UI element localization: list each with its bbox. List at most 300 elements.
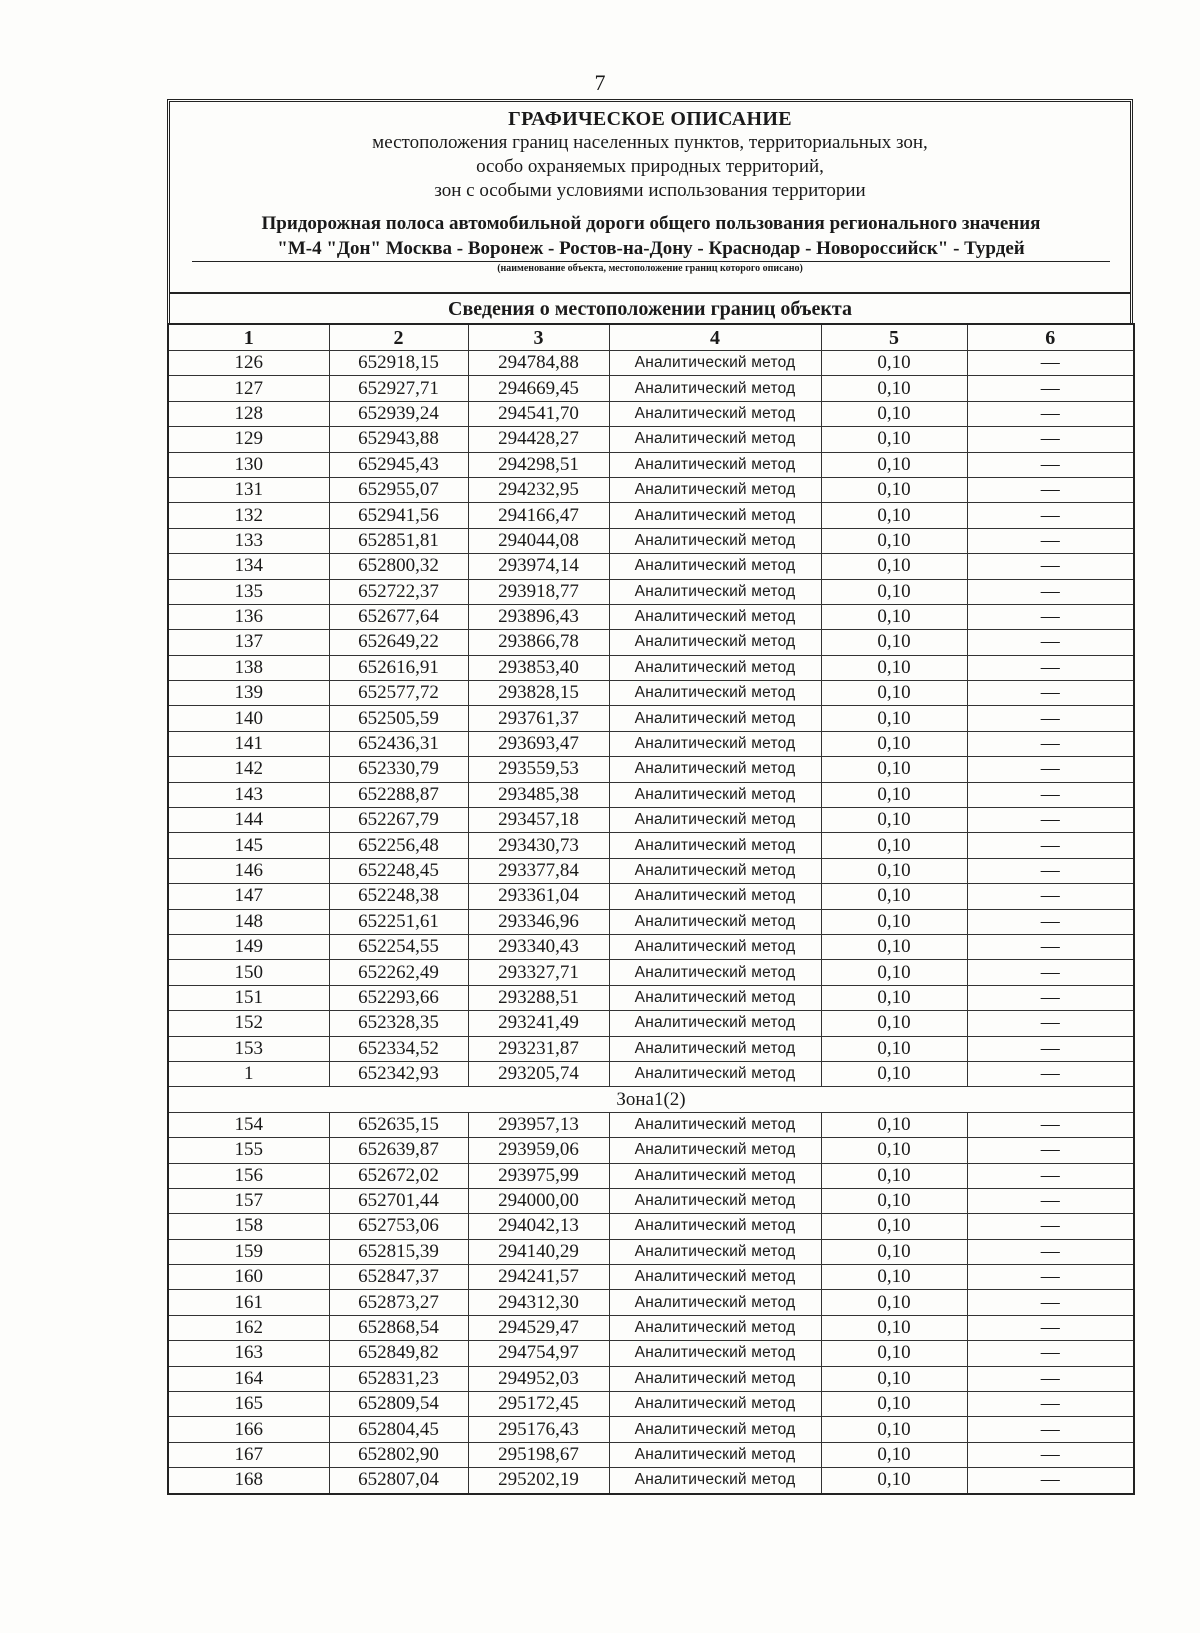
method-cell: Аналитический метод: [609, 427, 821, 452]
description-cell: —: [967, 1188, 1134, 1213]
column-header: 5: [821, 324, 967, 351]
subtitle-line: зон с особыми условиями использования территории: [434, 180, 866, 201]
method-cell: Аналитический метод: [609, 1036, 821, 1061]
method-cell: Аналитический метод: [609, 960, 821, 985]
accuracy-cell: 0,10: [821, 1315, 967, 1340]
table-row: [168, 985, 1134, 1010]
method-cell: Аналитический метод: [609, 884, 821, 909]
accuracy-cell: 0,10: [821, 630, 967, 655]
y-coordinate-cell: 294241,57: [468, 1265, 609, 1290]
accuracy-cell: 0,10: [821, 1061, 967, 1086]
y-coordinate-cell: 293853,40: [468, 655, 609, 680]
table-row: [168, 528, 1134, 553]
method-cell: Аналитический метод: [609, 1265, 821, 1290]
y-coordinate-cell: 293231,87: [468, 1036, 609, 1061]
table-row: [168, 579, 1134, 604]
accuracy-cell: 0,10: [821, 1214, 967, 1239]
method-cell: Аналитический метод: [609, 1011, 821, 1036]
method-cell: Аналитический метод: [609, 376, 821, 401]
point-number-cell: 160: [168, 1265, 329, 1290]
description-cell: —: [967, 1442, 1134, 1467]
x-coordinate-cell: 652328,35: [329, 1011, 468, 1036]
x-coordinate-cell: 652288,87: [329, 782, 468, 807]
description-cell: —: [967, 1468, 1134, 1494]
point-number-cell: 153: [168, 1036, 329, 1061]
table-row: [168, 1468, 1134, 1494]
x-coordinate-cell: 652945,43: [329, 452, 468, 477]
accuracy-cell: 0,10: [821, 884, 967, 909]
table-row: [168, 655, 1134, 680]
point-number-cell: 132: [168, 503, 329, 528]
accuracy-cell: 0,10: [821, 1011, 967, 1036]
method-cell: Аналитический метод: [609, 1188, 821, 1213]
x-coordinate-cell: 652254,55: [329, 934, 468, 959]
method-cell: Аналитический метод: [609, 579, 821, 604]
x-coordinate-cell: 652436,31: [329, 731, 468, 756]
x-coordinate-cell: 652927,71: [329, 376, 468, 401]
document-form: [167, 99, 1133, 1495]
x-coordinate-cell: 652635,15: [329, 1112, 468, 1137]
y-coordinate-cell: 294529,47: [468, 1315, 609, 1340]
x-coordinate-cell: 652873,27: [329, 1290, 468, 1315]
table-row: [168, 1011, 1134, 1036]
y-coordinate-cell: 293866,78: [468, 630, 609, 655]
method-cell: Аналитический метод: [609, 401, 821, 426]
point-number-cell: 161: [168, 1290, 329, 1315]
accuracy-cell: 0,10: [821, 503, 967, 528]
x-coordinate-cell: 652248,38: [329, 884, 468, 909]
x-coordinate-cell: 652941,56: [329, 503, 468, 528]
zone-row: [168, 1087, 1134, 1112]
y-coordinate-cell: 293693,47: [468, 731, 609, 756]
table-row: [168, 1366, 1134, 1391]
table-row: [168, 630, 1134, 655]
accuracy-cell: 0,10: [821, 655, 967, 680]
column-header: 3: [468, 324, 609, 351]
description-cell: —: [967, 960, 1134, 985]
point-number-cell: 131: [168, 477, 329, 502]
x-coordinate-cell: 652267,79: [329, 808, 468, 833]
method-cell: Аналитический метод: [609, 604, 821, 629]
description-cell: —: [967, 528, 1134, 553]
accuracy-cell: 0,10: [821, 1417, 967, 1442]
description-cell: —: [967, 351, 1134, 376]
table-row: [168, 1061, 1134, 1086]
point-number-cell: 154: [168, 1112, 329, 1137]
method-cell: Аналитический метод: [609, 1442, 821, 1467]
method-cell: Аналитический метод: [609, 833, 821, 858]
table-row: [168, 1036, 1134, 1061]
x-coordinate-cell: 652722,37: [329, 579, 468, 604]
table-row: [168, 401, 1134, 426]
x-coordinate-cell: 652672,02: [329, 1163, 468, 1188]
table-row: [168, 1290, 1134, 1315]
description-cell: —: [967, 731, 1134, 756]
point-number-cell: 1: [168, 1061, 329, 1086]
y-coordinate-cell: 293761,37: [468, 706, 609, 731]
method-cell: Аналитический метод: [609, 503, 821, 528]
x-coordinate-cell: 652807,04: [329, 1468, 468, 1494]
document-header: [167, 99, 1133, 323]
subtitle-line: особо охраняемых природных территорий,: [476, 156, 824, 177]
point-number-cell: 130: [168, 452, 329, 477]
point-number-cell: 135: [168, 579, 329, 604]
y-coordinate-cell: 293346,96: [468, 909, 609, 934]
point-number-cell: 156: [168, 1163, 329, 1188]
description-cell: —: [967, 681, 1134, 706]
point-number-cell: 145: [168, 833, 329, 858]
accuracy-cell: 0,10: [821, 1188, 967, 1213]
table-row: [168, 706, 1134, 731]
table-row: [168, 833, 1134, 858]
accuracy-cell: 0,10: [821, 604, 967, 629]
y-coordinate-cell: 293828,15: [468, 681, 609, 706]
point-number-cell: 151: [168, 985, 329, 1010]
x-coordinate-cell: 652815,39: [329, 1239, 468, 1264]
method-cell: Аналитический метод: [609, 782, 821, 807]
point-number-cell: 147: [168, 884, 329, 909]
y-coordinate-cell: 294044,08: [468, 528, 609, 553]
point-number-cell: 143: [168, 782, 329, 807]
table-row: [168, 757, 1134, 782]
y-coordinate-cell: 294669,45: [468, 376, 609, 401]
y-coordinate-cell: 293205,74: [468, 1061, 609, 1086]
table-row: [168, 782, 1134, 807]
description-cell: —: [967, 985, 1134, 1010]
table-row: [168, 808, 1134, 833]
accuracy-cell: 0,10: [821, 757, 967, 782]
point-number-cell: 167: [168, 1442, 329, 1467]
x-coordinate-cell: 652939,24: [329, 401, 468, 426]
description-cell: —: [967, 1417, 1134, 1442]
description-cell: —: [967, 604, 1134, 629]
x-coordinate-cell: 652802,90: [329, 1442, 468, 1467]
x-coordinate-cell: 652800,32: [329, 554, 468, 579]
table-row: [168, 1163, 1134, 1188]
method-cell: Аналитический метод: [609, 554, 821, 579]
point-number-cell: 149: [168, 934, 329, 959]
description-cell: —: [967, 909, 1134, 934]
y-coordinate-cell: 293957,13: [468, 1112, 609, 1137]
method-cell: Аналитический метод: [609, 1061, 821, 1086]
column-header: 6: [967, 324, 1134, 351]
x-coordinate-cell: 652804,45: [329, 1417, 468, 1442]
accuracy-cell: 0,10: [821, 1468, 967, 1494]
description-cell: —: [967, 1061, 1134, 1086]
description-cell: —: [967, 1163, 1134, 1188]
method-cell: Аналитический метод: [609, 681, 821, 706]
y-coordinate-cell: 294541,70: [468, 401, 609, 426]
y-coordinate-cell: 293896,43: [468, 604, 609, 629]
accuracy-cell: 0,10: [821, 1239, 967, 1264]
point-number-cell: 129: [168, 427, 329, 452]
description-cell: —: [967, 1366, 1134, 1391]
accuracy-cell: 0,10: [821, 554, 967, 579]
method-cell: Аналитический метод: [609, 757, 821, 782]
point-number-cell: 157: [168, 1188, 329, 1213]
y-coordinate-cell: 293377,84: [468, 858, 609, 883]
y-coordinate-cell: 294784,88: [468, 351, 609, 376]
accuracy-cell: 0,10: [821, 985, 967, 1010]
method-cell: Аналитический метод: [609, 477, 821, 502]
accuracy-cell: 0,10: [821, 1265, 967, 1290]
description-cell: —: [967, 833, 1134, 858]
x-coordinate-cell: 652248,45: [329, 858, 468, 883]
x-coordinate-cell: 652943,88: [329, 427, 468, 452]
y-coordinate-cell: 294140,29: [468, 1239, 609, 1264]
y-coordinate-cell: 294428,27: [468, 427, 609, 452]
table-row: [168, 376, 1134, 401]
accuracy-cell: 0,10: [821, 427, 967, 452]
x-coordinate-cell: 652851,81: [329, 528, 468, 553]
table-header-row: [168, 324, 1134, 351]
point-number-cell: 140: [168, 706, 329, 731]
x-coordinate-cell: 652342,93: [329, 1061, 468, 1086]
y-coordinate-cell: 293974,14: [468, 554, 609, 579]
x-coordinate-cell: 652505,59: [329, 706, 468, 731]
accuracy-cell: 0,10: [821, 1392, 967, 1417]
table-row: [168, 1392, 1134, 1417]
point-number-cell: 134: [168, 554, 329, 579]
column-header: 2: [329, 324, 468, 351]
x-coordinate-cell: 652849,82: [329, 1341, 468, 1366]
description-cell: —: [967, 579, 1134, 604]
accuracy-cell: 0,10: [821, 351, 967, 376]
table-row: [168, 1138, 1134, 1163]
description-cell: —: [967, 757, 1134, 782]
point-number-cell: 152: [168, 1011, 329, 1036]
description-cell: —: [967, 808, 1134, 833]
point-number-cell: 142: [168, 757, 329, 782]
method-cell: Аналитический метод: [609, 858, 821, 883]
x-coordinate-cell: 652330,79: [329, 757, 468, 782]
x-coordinate-cell: 652639,87: [329, 1138, 468, 1163]
accuracy-cell: 0,10: [821, 808, 967, 833]
description-cell: —: [967, 1392, 1134, 1417]
description-cell: —: [967, 630, 1134, 655]
description-cell: —: [967, 477, 1134, 502]
y-coordinate-cell: 295198,67: [468, 1442, 609, 1467]
point-number-cell: 144: [168, 808, 329, 833]
method-cell: Аналитический метод: [609, 1163, 821, 1188]
point-number-cell: 166: [168, 1417, 329, 1442]
y-coordinate-cell: 293430,73: [468, 833, 609, 858]
point-number-cell: 133: [168, 528, 329, 553]
table-row: [168, 960, 1134, 985]
table-row: [168, 427, 1134, 452]
table-row: [168, 554, 1134, 579]
x-coordinate-cell: 652251,61: [329, 909, 468, 934]
method-cell: Аналитический метод: [609, 1290, 821, 1315]
y-coordinate-cell: 293959,06: [468, 1138, 609, 1163]
table-row: [168, 731, 1134, 756]
accuracy-cell: 0,10: [821, 452, 967, 477]
point-number-cell: 127: [168, 376, 329, 401]
method-cell: Аналитический метод: [609, 630, 821, 655]
accuracy-cell: 0,10: [821, 731, 967, 756]
accuracy-cell: 0,10: [821, 1341, 967, 1366]
table-row: [168, 452, 1134, 477]
table-row: [168, 1442, 1134, 1467]
object-name-line: "М-4 "Дон" Москва - Воронеж - Ростов-на-Дону - Краснодар - Новороссийск" - Турдей: [277, 238, 1025, 259]
point-number-cell: 158: [168, 1214, 329, 1239]
description-cell: —: [967, 782, 1134, 807]
description-cell: —: [967, 1341, 1134, 1366]
method-cell: Аналитический метод: [609, 655, 821, 680]
point-number-cell: 165: [168, 1392, 329, 1417]
x-coordinate-cell: 652868,54: [329, 1315, 468, 1340]
method-cell: Аналитический метод: [609, 1214, 821, 1239]
description-cell: —: [967, 1290, 1134, 1315]
method-cell: Аналитический метод: [609, 1315, 821, 1340]
object-name-line: Придорожная полоса автомобильной дороги общего пользования регионального значения: [261, 213, 1041, 234]
x-coordinate-cell: 652616,91: [329, 655, 468, 680]
y-coordinate-cell: 294232,95: [468, 477, 609, 502]
table-row: [168, 351, 1134, 376]
y-coordinate-cell: 295202,19: [468, 1468, 609, 1494]
accuracy-cell: 0,10: [821, 1112, 967, 1137]
point-number-cell: 164: [168, 1366, 329, 1391]
point-number-cell: 136: [168, 604, 329, 629]
y-coordinate-cell: 293327,71: [468, 960, 609, 985]
page-number: 7: [594, 70, 606, 95]
accuracy-cell: 0,10: [821, 579, 967, 604]
description-cell: —: [967, 376, 1134, 401]
column-header: 1: [168, 324, 329, 351]
table-row: [168, 477, 1134, 502]
description-cell: —: [967, 1239, 1134, 1264]
document-title: ГРАФИЧЕСКОЕ ОПИСАНИЕ: [508, 108, 792, 130]
boundary-coordinates-table: [167, 323, 1135, 1495]
y-coordinate-cell: 294952,03: [468, 1366, 609, 1391]
y-coordinate-cell: 293918,77: [468, 579, 609, 604]
zone-label: Зона1(2): [168, 1087, 1134, 1112]
table-row: [168, 1239, 1134, 1264]
point-number-cell: 168: [168, 1468, 329, 1494]
accuracy-cell: 0,10: [821, 1442, 967, 1467]
method-cell: Аналитический метод: [609, 452, 821, 477]
point-number-cell: 163: [168, 1341, 329, 1366]
table-row: [168, 1112, 1134, 1137]
description-cell: —: [967, 1036, 1134, 1061]
y-coordinate-cell: 295176,43: [468, 1417, 609, 1442]
table-row: [168, 681, 1134, 706]
x-coordinate-cell: 652262,49: [329, 960, 468, 985]
x-coordinate-cell: 652847,37: [329, 1265, 468, 1290]
point-number-cell: 141: [168, 731, 329, 756]
y-coordinate-cell: 293288,51: [468, 985, 609, 1010]
accuracy-cell: 0,10: [821, 681, 967, 706]
accuracy-cell: 0,10: [821, 1138, 967, 1163]
point-number-cell: 150: [168, 960, 329, 985]
description-cell: —: [967, 1265, 1134, 1290]
point-number-cell: 139: [168, 681, 329, 706]
table-row: [168, 1214, 1134, 1239]
y-coordinate-cell: 293559,53: [468, 757, 609, 782]
table-row: [168, 1417, 1134, 1442]
x-coordinate-cell: 652701,44: [329, 1188, 468, 1213]
accuracy-cell: 0,10: [821, 909, 967, 934]
description-cell: —: [967, 427, 1134, 452]
description-cell: —: [967, 554, 1134, 579]
y-coordinate-cell: 293340,43: [468, 934, 609, 959]
point-number-cell: 138: [168, 655, 329, 680]
method-cell: Аналитический метод: [609, 985, 821, 1010]
accuracy-cell: 0,10: [821, 833, 967, 858]
y-coordinate-cell: 293241,49: [468, 1011, 609, 1036]
description-cell: —: [967, 1214, 1134, 1239]
x-coordinate-cell: 652677,64: [329, 604, 468, 629]
y-coordinate-cell: 294000,00: [468, 1188, 609, 1213]
table-row: [168, 884, 1134, 909]
table-row: [168, 503, 1134, 528]
description-cell: —: [967, 503, 1134, 528]
table-row: [168, 1341, 1134, 1366]
y-coordinate-cell: 293361,04: [468, 884, 609, 909]
y-coordinate-cell: 293975,99: [468, 1163, 609, 1188]
y-coordinate-cell: 294312,30: [468, 1290, 609, 1315]
point-number-cell: 137: [168, 630, 329, 655]
point-number-cell: 146: [168, 858, 329, 883]
point-number-cell: 159: [168, 1239, 329, 1264]
x-coordinate-cell: 652577,72: [329, 681, 468, 706]
y-coordinate-cell: 294298,51: [468, 452, 609, 477]
accuracy-cell: 0,10: [821, 782, 967, 807]
accuracy-cell: 0,10: [821, 858, 967, 883]
method-cell: Аналитический метод: [609, 909, 821, 934]
method-cell: Аналитический метод: [609, 731, 821, 756]
method-cell: Аналитический метод: [609, 528, 821, 553]
x-coordinate-cell: 652753,06: [329, 1214, 468, 1239]
method-cell: Аналитический метод: [609, 1112, 821, 1137]
column-header: 4: [609, 324, 821, 351]
accuracy-cell: 0,10: [821, 477, 967, 502]
table-row: [168, 858, 1134, 883]
description-cell: —: [967, 1315, 1134, 1340]
accuracy-cell: 0,10: [821, 1036, 967, 1061]
point-number-cell: 155: [168, 1138, 329, 1163]
section-title: Сведения о местоположении границ объекта: [170, 292, 1130, 323]
x-coordinate-cell: 652293,66: [329, 985, 468, 1010]
object-caption: (наименование объекта, местоположение границ которого описано): [497, 263, 803, 274]
description-cell: —: [967, 1112, 1134, 1137]
method-cell: Аналитический метод: [609, 1239, 821, 1264]
y-coordinate-cell: 294166,47: [468, 503, 609, 528]
y-coordinate-cell: 294042,13: [468, 1214, 609, 1239]
method-cell: Аналитический метод: [609, 351, 821, 376]
point-number-cell: 126: [168, 351, 329, 376]
object-name-block: [192, 211, 1110, 262]
accuracy-cell: 0,10: [821, 960, 967, 985]
accuracy-cell: 0,10: [821, 528, 967, 553]
method-cell: Аналитический метод: [609, 934, 821, 959]
point-number-cell: 128: [168, 401, 329, 426]
table-row: [168, 1265, 1134, 1290]
description-cell: —: [967, 706, 1134, 731]
y-coordinate-cell: 293457,18: [468, 808, 609, 833]
method-cell: Аналитический метод: [609, 1392, 821, 1417]
subtitle-line: местоположения границ населенных пунктов, территориальных зон,: [372, 132, 928, 153]
method-cell: Аналитический метод: [609, 1366, 821, 1391]
description-cell: —: [967, 934, 1134, 959]
accuracy-cell: 0,10: [821, 934, 967, 959]
table-row: [168, 909, 1134, 934]
point-number-cell: 162: [168, 1315, 329, 1340]
description-cell: —: [967, 1011, 1134, 1036]
x-coordinate-cell: 652918,15: [329, 351, 468, 376]
description-cell: —: [967, 401, 1134, 426]
method-cell: Аналитический метод: [609, 1138, 821, 1163]
